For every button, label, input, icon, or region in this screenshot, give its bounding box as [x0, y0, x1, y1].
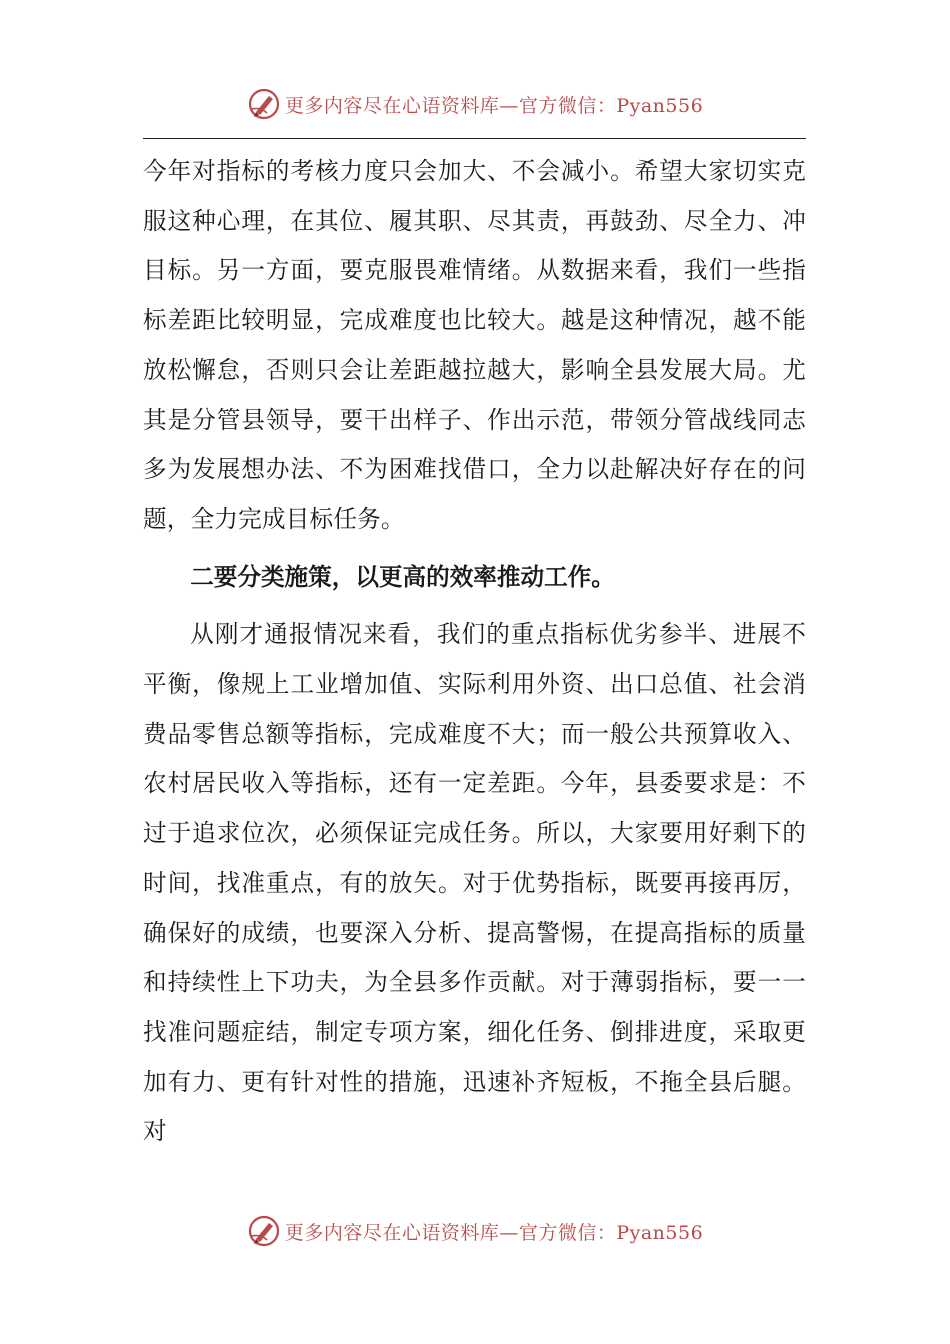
body-paragraph-1: 今年对指标的考核力度只会加大、不会减小。希望大家切实克服这种心理，在其位、履其职、尽其责，再鼓劲、尽全力、冲目标。另一方面，要克服畏难情绪。从数据来看，我们一些指标差距比较明显，完成难度也比较大。越是这种情况，越不能放松懈怠，否则只会让差距越拉越大，影响全县发展大局。尤其是分管县领导，要干出样子、作出示范，带领分管战线同志多为发展想办法、不为困难找借口，全力以赴解决好存在的问题，全力完成目标任务。: [143, 157, 806, 533]
section-heading: 二要分类施策，以更高的效率推动工作。: [190, 562, 615, 591]
banner-text: 更多内容尽在心语资料库—官方微信：Pyan556: [284, 1221, 704, 1244]
body-paragraph-2: 从刚才通报情况来看，我们的重点指标优劣参半、进展不平衡，像规上工业增加值、实际利用外资、出口总值、社会消费品零售总额等指标，完成难度不大；而一般公共预算收入、农村居民收入等指标，还有一定差距。今年，县委要求是：不过于追求位次，必须保证完成任务。所以，大家要用好剩下的时间，找准重点，有的放矢。对于优势指标，既要再接再厉，确保好的成绩，也要深入分析、提高警惕，在提高指标的质量和持续性上下功夫，为全县多作贡献。对于薄弱指标，要一一找准问题症结，制定专项方案，细化任务、倒排进度，采取更加有力、更有针对性的措施，迅速补齐短板，不拖全县后腿。对: [143, 620, 806, 1146]
header-divider: [143, 138, 806, 139]
pen-logo-icon: [247, 1214, 281, 1248]
banner-text: 更多内容尽在心语资料库—官方微信：Pyan556: [284, 94, 704, 117]
header-banner: [0, 82, 950, 126]
document-body: [143, 147, 806, 1157]
pen-logo-icon: [247, 87, 281, 121]
footer-banner: [0, 1209, 950, 1253]
